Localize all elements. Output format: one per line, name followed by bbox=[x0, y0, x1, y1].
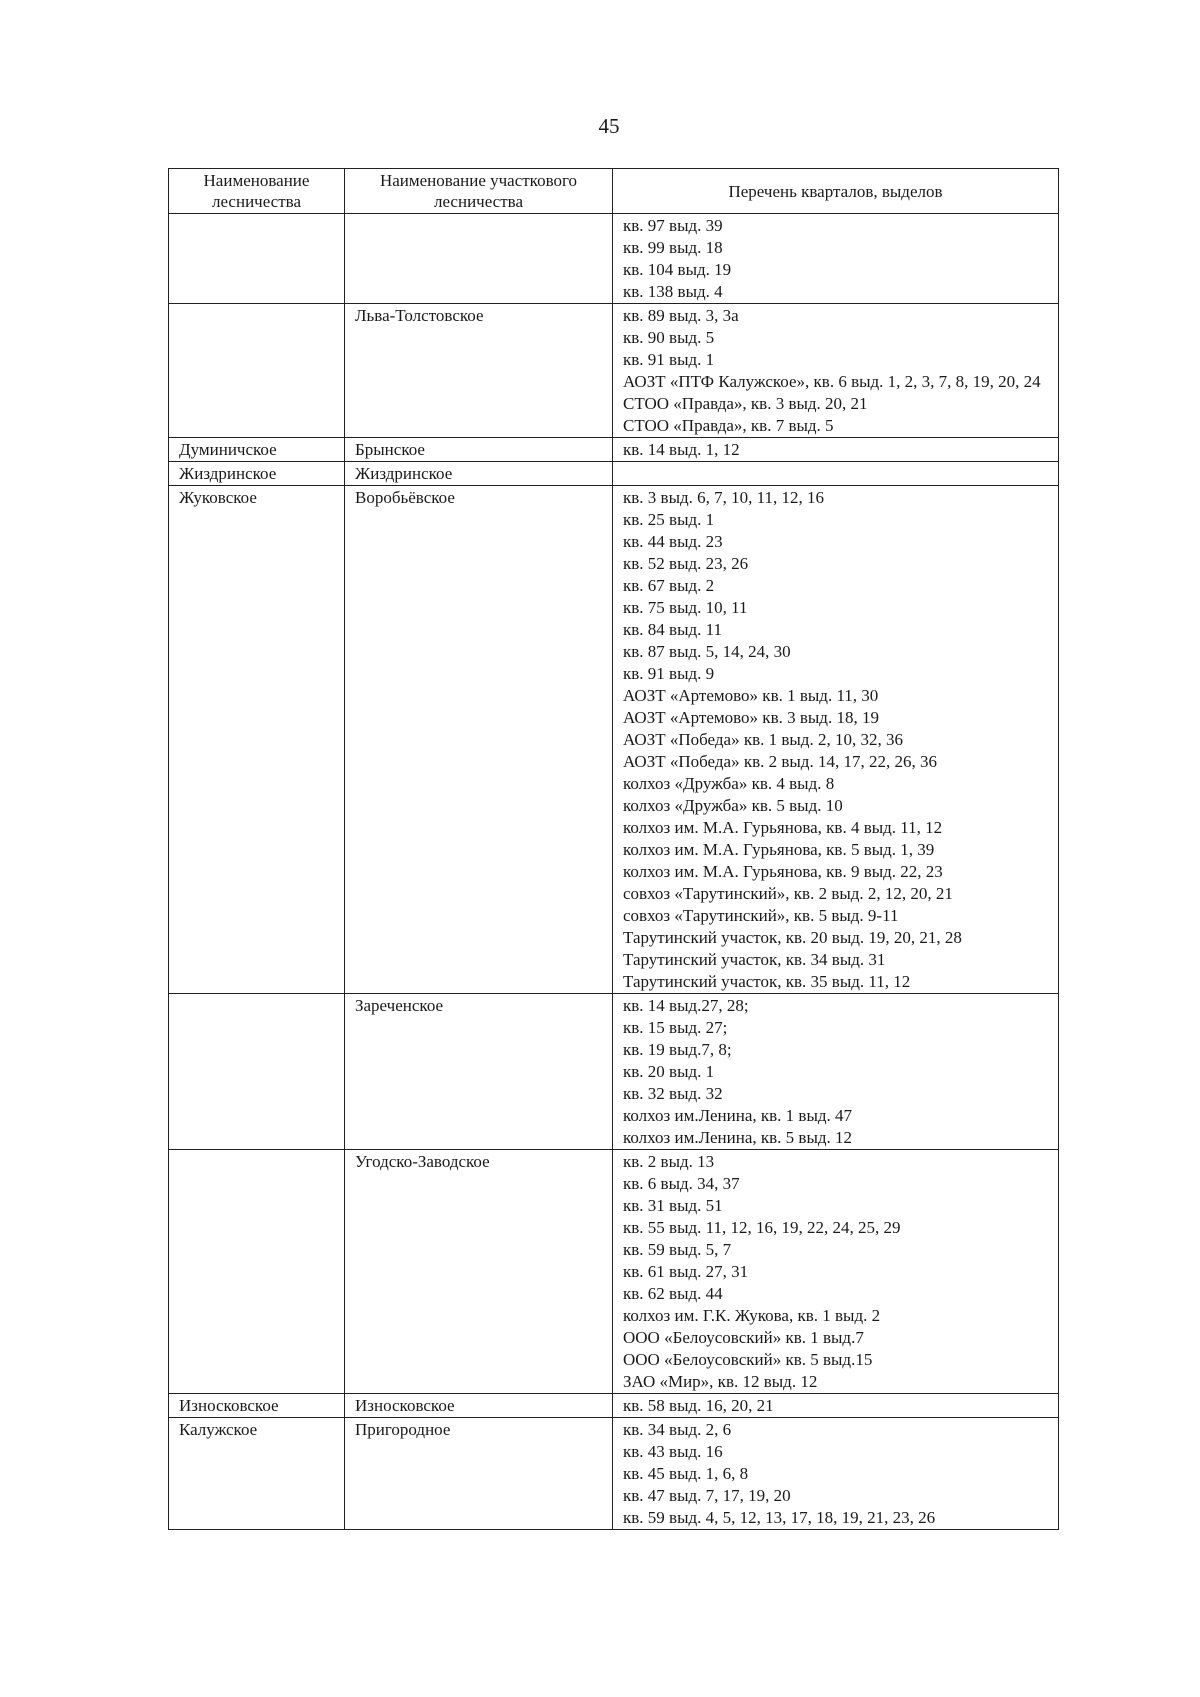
quarter-entry: кв. 52 выд. 23, 26 bbox=[623, 554, 749, 573]
quarter-entry: кв. 45 выд. 1, 6, 8 bbox=[623, 1464, 749, 1483]
quarter-entry: кв. 99 выд. 18 bbox=[623, 238, 723, 257]
quarter-entry: колхоз им.Ленина, кв. 1 выд. 47 bbox=[623, 1106, 853, 1125]
quarter-entry: колхоз им. Г.К. Жукова, кв. 1 выд. 2 bbox=[623, 1306, 881, 1325]
page-number: 45 bbox=[598, 114, 620, 138]
quarters-list bbox=[613, 486, 1059, 994]
district-name: Брынское bbox=[345, 438, 613, 462]
table-row bbox=[169, 438, 1059, 462]
quarter-entry: кв. 58 выд. 16, 20, 21 bbox=[623, 1396, 774, 1415]
quarter-entry: АОЗТ «ПТФ Калужское», кв. 6 выд. 1, 2, 3, 7, 8, 19, 20, 24 bbox=[623, 372, 1041, 391]
district-name: Зареченское bbox=[345, 994, 613, 1150]
quarter-entry: кв. 31 выд. 51 bbox=[623, 1196, 723, 1215]
quarter-entry: кв. 138 выд. 4 bbox=[623, 282, 723, 301]
forestry-table bbox=[168, 168, 1059, 1530]
quarter-entry: Тарутинский участок, кв. 34 выд. 31 bbox=[623, 950, 886, 969]
quarter-entry: кв. 3 выд. 6, 7, 10, 11, 12, 16 bbox=[623, 488, 825, 507]
quarter-entry: колхоз им. М.А. Гурьянова, кв. 5 выд. 1, 39 bbox=[623, 840, 935, 859]
forestry-name bbox=[169, 1150, 345, 1394]
table-row bbox=[169, 1150, 1059, 1394]
quarter-entry: кв. 90 выд. 5 bbox=[623, 328, 715, 347]
table-row bbox=[169, 1394, 1059, 1418]
forestry-name: Жиздринское bbox=[169, 462, 345, 486]
quarter-entry: кв. 14 выд.27, 28; bbox=[623, 996, 749, 1015]
quarter-entry: кв. 20 выд. 1 bbox=[623, 1062, 715, 1081]
quarter-entry: СТОО «Правда», кв. 7 выд. 5 bbox=[623, 416, 834, 435]
table-row bbox=[169, 214, 1059, 304]
quarter-entry: кв. 19 выд.7, 8; bbox=[623, 1040, 732, 1059]
table-row bbox=[169, 462, 1059, 486]
quarter-entry: АОЗТ «Победа» кв. 2 выд. 14, 17, 22, 26, 36 bbox=[623, 752, 937, 771]
forestry-name bbox=[169, 994, 345, 1150]
district-name: Жиздринское bbox=[345, 462, 613, 486]
table-body bbox=[169, 214, 1059, 1530]
table-row bbox=[169, 1418, 1059, 1530]
quarter-entry: совхоз «Тарутинский», кв. 5 выд. 9-11 bbox=[623, 906, 899, 925]
quarter-entry: ООО «Белоусовский» кв. 1 выд.7 bbox=[623, 1328, 864, 1347]
quarter-entry: СТОО «Правда», кв. 3 выд. 20, 21 bbox=[623, 394, 868, 413]
forestry-name bbox=[169, 214, 345, 304]
table-header-row bbox=[169, 169, 1059, 214]
quarter-entry: кв. 61 выд. 27, 31 bbox=[623, 1262, 749, 1281]
quarter-entry: АОЗТ «Артемово» кв. 1 выд. 11, 30 bbox=[623, 686, 879, 705]
quarter-entry: кв. 84 выд. 11 bbox=[623, 620, 723, 639]
quarter-entry: кв. 59 выд. 5, 7 bbox=[623, 1240, 732, 1259]
district-name: Воробьёвское bbox=[345, 486, 613, 994]
quarter-entry: кв. 55 выд. 11, 12, 16, 19, 22, 24, 25, 29 bbox=[623, 1218, 901, 1237]
quarter-entry: АОЗТ «Артемово» кв. 3 выд. 18, 19 bbox=[623, 708, 879, 727]
quarter-entry: кв. 15 выд. 27; bbox=[623, 1018, 728, 1037]
quarter-entry: кв. 14 выд. 1, 12 bbox=[623, 440, 740, 459]
quarter-entry: АОЗТ «Победа» кв. 1 выд. 2, 10, 32, 36 bbox=[623, 730, 903, 749]
quarter-entry: кв. 2 выд. 13 bbox=[623, 1152, 715, 1171]
quarter-entry: кв. 91 выд. 9 bbox=[623, 664, 715, 683]
district-name: Льва-Толстовское bbox=[345, 304, 613, 438]
header-district: Наименование участкового лесничества bbox=[345, 169, 613, 214]
quarter-entry: кв. 87 выд. 5, 14, 24, 30 bbox=[623, 642, 791, 661]
quarters-list bbox=[613, 304, 1059, 438]
header-forestry: Наименование лесничества bbox=[169, 169, 345, 214]
quarter-entry: кв. 89 выд. 3, 3а bbox=[623, 306, 739, 325]
quarter-entry: кв. 47 выд. 7, 17, 19, 20 bbox=[623, 1486, 791, 1505]
district-name: Угодско-Заводское bbox=[345, 1150, 613, 1394]
quarters-list bbox=[613, 1418, 1059, 1530]
quarters-list bbox=[613, 1394, 1059, 1418]
quarters-list bbox=[613, 438, 1059, 462]
forestry-name bbox=[169, 304, 345, 438]
quarters-list bbox=[613, 462, 1059, 486]
quarter-entry: кв. 34 выд. 2, 6 bbox=[623, 1420, 732, 1439]
quarter-entry: колхоз им. М.А. Гурьянова, кв. 4 выд. 11, 12 bbox=[623, 818, 943, 837]
forestry-name: Износковское bbox=[169, 1394, 345, 1418]
forestry-name: Калужское bbox=[169, 1418, 345, 1530]
quarter-entry: Тарутинский участок, кв. 35 выд. 11, 12 bbox=[623, 972, 911, 991]
quarter-entry: кв. 91 выд. 1 bbox=[623, 350, 715, 369]
quarter-entry: кв. 62 выд. 44 bbox=[623, 1284, 723, 1303]
table-row bbox=[169, 304, 1059, 438]
forestry-name: Жуковское bbox=[169, 486, 345, 994]
quarter-entry: ООО «Белоусовский» кв. 5 выд.15 bbox=[623, 1350, 873, 1369]
quarter-entry: колхоз им. М.А. Гурьянова, кв. 9 выд. 22, 23 bbox=[623, 862, 943, 881]
quarter-entry: кв. 32 выд. 32 bbox=[623, 1084, 723, 1103]
quarter-entry: ЗАО «Мир», кв. 12 выд. 12 bbox=[623, 1372, 818, 1391]
district-name: Износковское bbox=[345, 1394, 613, 1418]
quarter-entry: кв. 67 выд. 2 bbox=[623, 576, 715, 595]
quarter-entry: кв. 75 выд. 10, 11 bbox=[623, 598, 748, 617]
quarters-list bbox=[613, 214, 1059, 304]
quarter-entry: колхоз «Дружба» кв. 5 выд. 10 bbox=[623, 796, 843, 815]
quarter-entry: кв. 44 выд. 23 bbox=[623, 532, 723, 551]
quarter-entry: колхоз им.Ленина, кв. 5 выд. 12 bbox=[623, 1128, 853, 1147]
table-row bbox=[169, 486, 1059, 994]
quarter-entry: кв. 6 выд. 34, 37 bbox=[623, 1174, 740, 1193]
quarter-entry: Тарутинский участок, кв. 20 выд. 19, 20, 21, 28 bbox=[623, 928, 962, 947]
quarter-entry: колхоз «Дружба» кв. 4 выд. 8 bbox=[623, 774, 835, 793]
quarters-list bbox=[613, 1150, 1059, 1394]
quarter-entry: кв. 104 выд. 19 bbox=[623, 260, 732, 279]
quarter-entry: кв. 59 выд. 4, 5, 12, 13, 17, 18, 19, 21, 23, 26 bbox=[623, 1508, 936, 1527]
quarter-entry: кв. 43 выд. 16 bbox=[623, 1442, 723, 1461]
quarter-entry: кв. 25 выд. 1 bbox=[623, 510, 715, 529]
district-name: Пригородное bbox=[345, 1418, 613, 1530]
quarters-list bbox=[613, 994, 1059, 1150]
quarter-entry: совхоз «Тарутинский», кв. 2 выд. 2, 12, 20, 21 bbox=[623, 884, 953, 903]
quarter-entry: кв. 97 выд. 39 bbox=[623, 216, 723, 235]
forestry-name: Думиничское bbox=[169, 438, 345, 462]
table-row bbox=[169, 994, 1059, 1150]
header-quarters: Перечень кварталов, выделов bbox=[613, 169, 1059, 214]
district-name bbox=[345, 214, 613, 304]
